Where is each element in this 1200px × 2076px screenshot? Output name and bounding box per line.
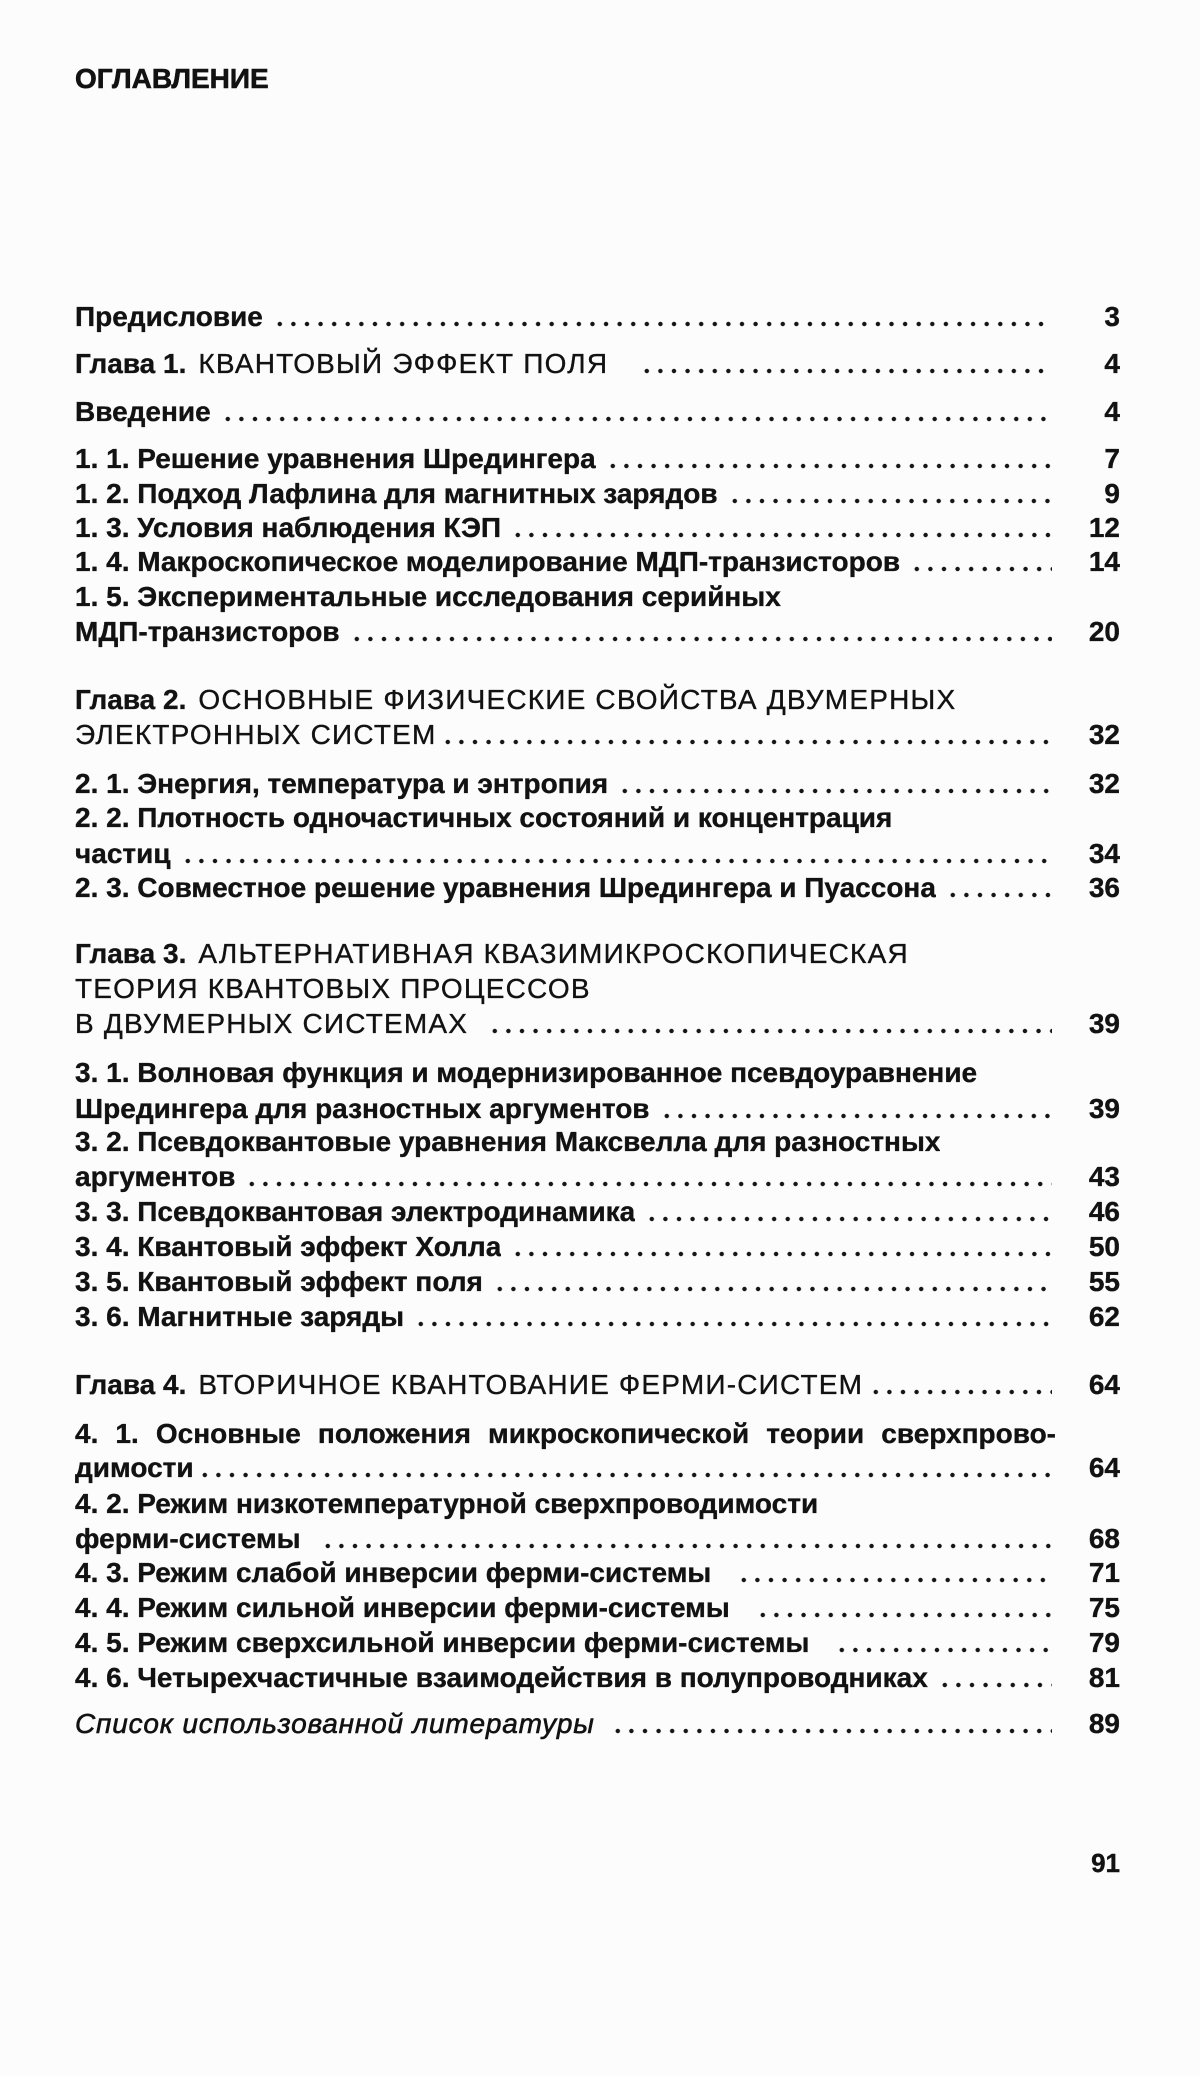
entry-title: частиц xyxy=(75,837,171,871)
leader-dots xyxy=(618,767,1052,801)
leader-dots xyxy=(273,300,1052,334)
toc-entry-3-5 xyxy=(75,1265,1120,1299)
leader-dots xyxy=(938,1661,1052,1695)
leader-dots xyxy=(728,477,1052,511)
toc-entry-4-3 xyxy=(75,1556,1120,1590)
chapter-title: ВТОРИЧНОЕ КВАНТОВАНИЕ ФЕРМИ-СИСТЕМ xyxy=(198,1368,863,1402)
leader-dots xyxy=(321,1522,1052,1556)
leader-dots xyxy=(511,1230,1052,1264)
page-number: 81 xyxy=(1064,1661,1120,1695)
entry-line xyxy=(75,1417,1120,1451)
entry-line-continuation xyxy=(75,615,1120,649)
entry-line xyxy=(75,580,1120,614)
chapter-prefix: Глава 1. xyxy=(75,347,186,381)
chapter-4-heading xyxy=(75,1368,1120,1402)
page-title: ОГЛАВЛЕНИЕ xyxy=(75,62,269,96)
leader-dots xyxy=(441,718,1052,752)
page-folio: 91 xyxy=(1091,1846,1120,1880)
toc-entry-references xyxy=(75,1707,1120,1741)
page-number: 4 xyxy=(1064,347,1120,381)
page-number: 62 xyxy=(1064,1300,1120,1334)
entry-title: 3. 5. Квантовый эффект поля xyxy=(75,1265,483,1299)
entry-title: 1. 2. Подход Лафлина для магнитных зарядов xyxy=(75,477,718,511)
entry-line xyxy=(75,1487,1120,1521)
entry-title: 2. 3. Совместное решение уравнения Шредингера и Пуассона xyxy=(75,871,936,905)
entry-title: МДП-транзисторов xyxy=(75,615,340,649)
entry-title: Шредингера для разностных аргументов xyxy=(75,1092,650,1126)
chapter-1-heading xyxy=(75,347,1120,381)
entry-title: Введение xyxy=(75,395,211,429)
page-number: 4 xyxy=(1064,395,1120,429)
entry-title: Список использованной литературы xyxy=(75,1707,595,1741)
page-number: 50 xyxy=(1064,1230,1120,1264)
page-number: 79 xyxy=(1064,1626,1120,1660)
toc-entry-4-6 xyxy=(75,1661,1120,1695)
leader-dots xyxy=(181,837,1052,871)
page-number: 71 xyxy=(1064,1556,1120,1590)
page-number: 32 xyxy=(1064,767,1120,801)
chapter-prefix: Глава 2. xyxy=(75,683,186,717)
entry-title: 4. 6. Четырехчастичные взаимодействия в полупроводниках xyxy=(75,1661,928,1695)
entry-title: Предисловие xyxy=(75,300,263,334)
page-number: 32 xyxy=(1064,718,1120,752)
toc-entry-1-3 xyxy=(75,511,1120,545)
leader-dots xyxy=(414,1300,1052,1334)
chapter-title-line xyxy=(75,1007,1120,1041)
page-number: 89 xyxy=(1064,1707,1120,1741)
entry-line-continuation xyxy=(75,1160,1120,1194)
toc-entry-1-1 xyxy=(75,442,1120,476)
entry-title: 1. 3. Условия наблюдения КЭП xyxy=(75,511,501,545)
entry-title: 1. 4. Макроскопическое моделирование МДП-транзисторов xyxy=(75,545,900,579)
entry-title: 4. 2. Режим низкотемпературной сверхпроводимости xyxy=(75,1487,818,1521)
toc-entry-1-2 xyxy=(75,477,1120,511)
entry-line-continuation xyxy=(75,1451,1120,1485)
entry-title: ферми-системы xyxy=(75,1522,301,1556)
toc-entry-2-1 xyxy=(75,767,1120,801)
chapter-title: ОСНОВНЫЕ ФИЗИЧЕСКИЕ СВОЙСТВА ДВУМЕРНЫХ xyxy=(198,683,956,717)
page-number: 55 xyxy=(1064,1265,1120,1299)
chapter-title-line xyxy=(75,937,1120,971)
entry-title: 4. 3. Режим слабой инверсии ферми-системы xyxy=(75,1556,711,1590)
page-number: 3 xyxy=(1064,300,1120,334)
entry-title: 3. 4. Квантовый эффект Холла xyxy=(75,1230,501,1264)
leader-dots xyxy=(350,615,1052,649)
chapter-title: АЛЬТЕРНАТИВНАЯ КВАЗИМИКРОСКОПИЧЕСКАЯ xyxy=(198,937,908,971)
page-number: 34 xyxy=(1064,837,1120,871)
leader-dots xyxy=(660,1092,1052,1126)
chapter-title: КВАНТОВЫЙ ЭФФЕКТ ПОЛЯ xyxy=(198,347,608,381)
entry-title: 4. 4. Режим сильной инверсии ферми-системы xyxy=(75,1591,730,1625)
entry-title: 3. 6. Магнитные заряды xyxy=(75,1300,404,1334)
leader-dots xyxy=(493,1265,1052,1299)
toc-entry-3-3 xyxy=(75,1195,1120,1229)
entry-title: 1. 1. Решение уравнения Шредингера xyxy=(75,442,596,476)
chapter-title: ЭЛЕКТРОННЫХ СИСТЕМ xyxy=(75,718,437,752)
chapter-title-line xyxy=(75,972,1120,1006)
toc-entry-introduction xyxy=(75,395,1120,429)
entry-title: 3. 2. Псевдоквантовые уравнения Максвелла для разностных xyxy=(75,1125,940,1159)
leader-dots xyxy=(488,1007,1052,1041)
page-number: 39 xyxy=(1064,1007,1120,1041)
chapter-prefix: Глава 3. xyxy=(75,937,186,971)
leader-dots xyxy=(611,1707,1052,1741)
leader-dots xyxy=(511,511,1052,545)
page-number: 20 xyxy=(1064,615,1120,649)
leader-dots xyxy=(946,871,1052,905)
entry-title: 1. 5. Экспериментальные исследования серийных xyxy=(75,580,781,614)
entry-title: 3. 1. Волновая функция и модернизированное псевдоуравнение xyxy=(75,1056,977,1090)
page-number: 7 xyxy=(1064,442,1120,476)
leader-dots xyxy=(737,1556,1052,1590)
entry-line-continuation xyxy=(75,1522,1120,1556)
leader-dots xyxy=(756,1591,1052,1625)
leader-dots xyxy=(606,442,1052,476)
leader-dots xyxy=(835,1626,1052,1660)
leader-dots xyxy=(640,347,1052,381)
entry-title: димости xyxy=(75,1451,194,1485)
toc-entry-4-4 xyxy=(75,1591,1120,1625)
entry-title: 3. 3. Псевдоквантовая электродинамика xyxy=(75,1195,635,1229)
entry-title: 2. 2. Плотность одночастичных состояний и концентрация xyxy=(75,801,892,835)
leader-dots xyxy=(245,1160,1052,1194)
page-number: 36 xyxy=(1064,871,1120,905)
toc-entry-preface xyxy=(75,300,1120,334)
page-number: 68 xyxy=(1064,1522,1120,1556)
toc-entry-2-3 xyxy=(75,871,1120,905)
chapter-title-line xyxy=(75,683,1120,717)
chapter-title: ТЕОРИЯ КВАНТОВЫХ ПРОЦЕССОВ xyxy=(75,972,591,1006)
leader-dots xyxy=(910,545,1052,579)
toc-entry-1-4 xyxy=(75,545,1120,579)
entry-line xyxy=(75,801,1120,835)
leader-dots xyxy=(221,395,1052,429)
toc-entry-3-4 xyxy=(75,1230,1120,1264)
entry-title: 4. 1. Основные положения микроскопической теории сверхпрово- xyxy=(75,1417,1056,1451)
page-number: 64 xyxy=(1064,1368,1120,1402)
page-number: 75 xyxy=(1064,1591,1120,1625)
chapter-title-line xyxy=(75,718,1120,752)
page-number: 39 xyxy=(1064,1092,1120,1126)
entry-line-continuation xyxy=(75,837,1120,871)
leader-dots xyxy=(198,1451,1052,1485)
page-number: 12 xyxy=(1064,511,1120,545)
page-number: 9 xyxy=(1064,477,1120,511)
page-number: 46 xyxy=(1064,1195,1120,1229)
leader-dots xyxy=(645,1195,1052,1229)
page-number: 64 xyxy=(1064,1451,1120,1485)
chapter-title: В ДВУМЕРНЫХ СИСТЕМАХ xyxy=(75,1007,468,1041)
entry-title: аргументов xyxy=(75,1160,235,1194)
toc-entry-4-5 xyxy=(75,1626,1120,1660)
entry-title: 4. 5. Режим сверхсильной инверсии ферми-системы xyxy=(75,1626,809,1660)
entry-line-continuation xyxy=(75,1092,1120,1126)
entry-line xyxy=(75,1056,1120,1090)
page-number: 14 xyxy=(1064,545,1120,579)
entry-title: 2. 1. Энергия, температура и энтропия xyxy=(75,767,608,801)
chapter-prefix: Глава 4. xyxy=(75,1368,186,1402)
entry-line xyxy=(75,1125,1120,1159)
toc-entry-3-6 xyxy=(75,1300,1120,1334)
leader-dots xyxy=(869,1368,1052,1402)
page-number: 43 xyxy=(1064,1160,1120,1194)
